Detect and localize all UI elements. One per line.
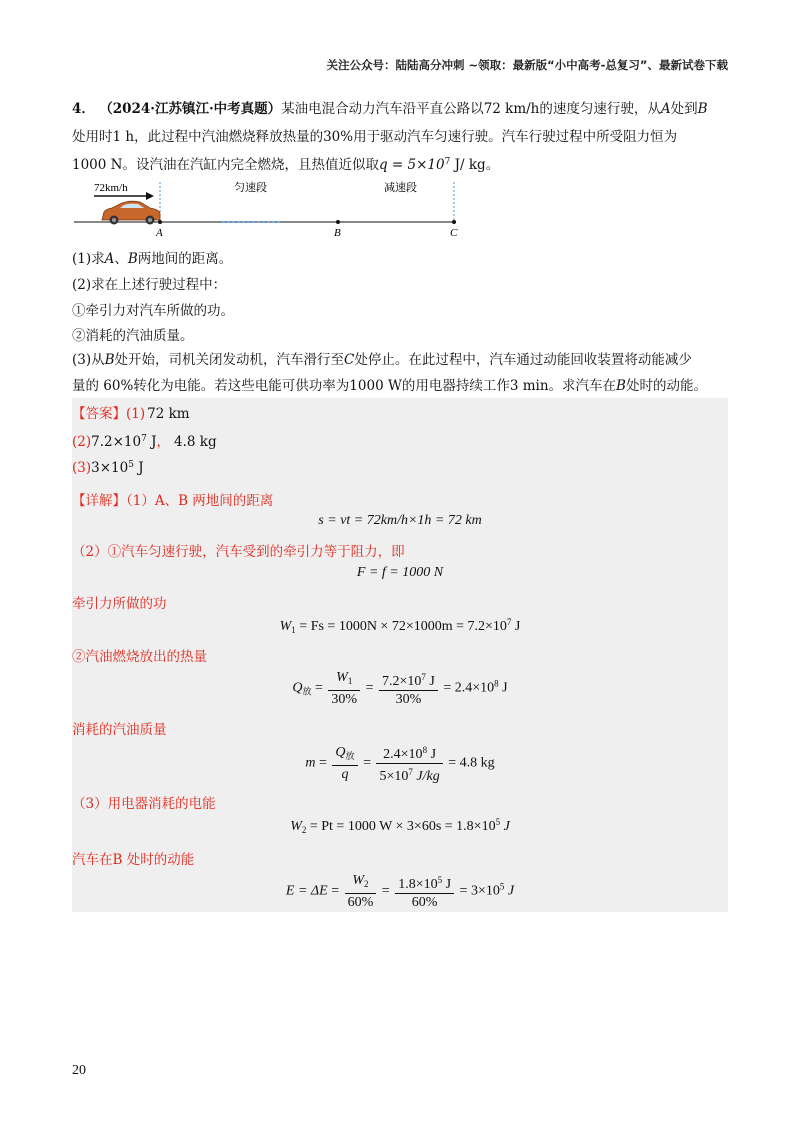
unit: J [146,434,157,450]
equation-5: m = $\frac{Q_放}{q}$ = $\frac{2.4\times 10^8 J}{5\times 10^7 J/kg}$ = 4.8 kg [305,745,495,784]
exponent: 5 [495,817,501,827]
heat-exponent: 7 [444,157,451,167]
car-icon [102,201,160,224]
answer-3: 3×10 [91,460,129,476]
numerator: 2.4×10 [383,747,423,762]
eq-subscript: 放 [302,686,312,697]
point-b: B [616,378,626,394]
question-text: 、 [114,251,128,267]
exponent: 8 [422,745,428,755]
equation-3 [72,617,728,635]
question-text: 处时的动能。 [625,378,707,394]
detail-label: 【详解】 [72,493,126,509]
question-text: 。设汽油在汽缸内完全燃烧，且热值近似取 [122,157,379,173]
unit: J [511,619,521,634]
exponent: 7 [506,617,512,627]
exponent: 5 [437,875,443,885]
eq-subscript: 放 [345,751,355,761]
exponent: 7 [421,672,426,682]
question-text: 处停止。在此过程中，汽车通过动能回收装置将动能减少 [354,352,692,368]
dot-c [452,220,456,224]
answer-2b: 4.8 kg [174,434,217,450]
equation-2: F = f = 1000 N [356,565,444,580]
exponent: 5 [499,881,505,892]
question-text: 的速度匀速行驶，从 [539,101,661,117]
eq-symbol: W [279,619,292,634]
equation-7: E = ΔE = $\frac{W_2}{60\%}$ = $\frac{1.8\times 10^5 J}{60\%}$ = $3\times 10^5$ J [285,873,515,910]
question-line-2 [72,125,677,145]
detail-line-5: 消耗的汽油质量 [72,722,167,738]
denominator: 5×10 [379,769,409,784]
question-text: 某油电混合动力汽车沿平直公路以 [281,101,484,117]
heat-unit: J/ kg [450,157,486,173]
question-source: （2024·江苏镇江·中考真题） [99,101,282,117]
point-b: B [104,352,115,368]
denominator: q [341,767,349,782]
denominator: 30% [331,692,358,707]
numerator: W [336,670,348,685]
result: 3×10 [470,883,500,899]
numerator: 1.8×10 [398,877,438,892]
question-text: 。 [485,157,500,173]
label-b: B [334,227,341,238]
answer-line-3 [72,460,144,476]
detail-line-1 [72,489,273,509]
time-value: 1 h [112,129,135,145]
equation-4: $Q_放$ = $\frac{W_1}{30\%}$ = $\frac{7.2\times 10^7 J}{30\%}$ = $2.4\times 10^8$ J [292,670,508,707]
answer-2a: 7.2×10 [91,434,142,450]
unit: J [427,747,437,762]
question-text: (3)从 [72,352,105,368]
exponent: 7 [141,434,147,444]
equation-1: s = vt = 72km/h×1h = 72 km [318,513,482,528]
part-2: (2)求在上述行驶过程中： [72,277,227,293]
fraction [328,670,360,707]
question-text: 处到 [670,101,698,117]
label-a: A [156,227,163,238]
unit: J [425,674,435,689]
question-number: 4． [72,101,95,117]
dot-a [158,220,162,224]
speed-arrow-head [146,192,154,200]
question-text: (1)求 [72,251,105,267]
part-1 [72,247,232,267]
point-a: A [104,251,115,267]
question-text: 两地间的距离。 [137,251,233,267]
exponent: 5 [128,460,134,470]
diagram-seg1-label: 匀速段 [234,182,267,194]
speed-value: 72 km/h [483,101,540,117]
question-line-1 [72,97,708,117]
question-text: ，此过程中汽油燃烧释放热量的30%用于驱动汽车匀速行驶。汽车行驶过程中所受阻力恒为 [134,129,678,145]
fraction [376,743,442,784]
duration-value: 3 min [509,378,549,394]
answer-line-2 [72,430,217,450]
eq-symbol: E = ΔE [285,883,328,899]
point-b: B [697,101,708,117]
answer-number: (1) [126,406,146,422]
detail-line-7: 汽车在B 处时的动能 [72,852,195,868]
fraction [332,745,357,782]
part-3-line-1 [72,348,692,368]
eq-subscript: 2 [301,825,307,835]
eq-subscript: 1 [291,625,296,635]
dot-b [336,220,340,224]
exponent: 7 [408,767,413,777]
eq-symbol: W [290,819,302,834]
point-a: A [660,101,671,117]
answer-line-1 [72,402,190,422]
unit: J/kg [412,769,440,784]
diagram-seg2-label: 减速段 [384,182,417,194]
eq-subscript: 2 [364,879,369,889]
fraction [379,670,438,707]
question-text: 量的 60%转化为电能。若这些电能可供功率为 [72,378,350,394]
detail-line-4: ②汽油燃烧放出的热量 [72,649,207,665]
answer-1: 72 km [147,406,190,422]
answer-number: (3) [72,460,92,476]
separator: ， [156,434,171,450]
force-value: 1000 N [72,157,123,173]
result: 4.8 kg [459,755,495,771]
part-3-line-2 [72,374,707,394]
result: 2.4×10 [454,680,495,696]
detail-line-2: （2）①汽车匀速行驶，汽车受到的牵引力等于阻力，即 [72,544,405,560]
question-text: 处用时 [72,129,113,145]
unit: J [442,877,452,892]
eq-symbol: Q [292,680,303,696]
point-b: B [127,251,138,267]
eq-subscript: 1 [347,676,353,686]
numerator: 7.2×10 [382,674,422,689]
fraction [345,873,377,910]
denominator: 60% [411,895,438,910]
exponent: 8 [494,678,499,689]
unit: J [133,460,144,476]
point-c: C [344,352,355,368]
diagram-speed-label: 72km/h [94,182,128,194]
denominator: 30% [395,692,422,707]
unit: J [498,680,508,696]
unit: J [500,819,510,834]
heat-value: q = 5×10 [378,157,445,173]
page-number: 20 [72,1063,86,1078]
fraction [395,873,454,910]
numerator: Q [335,745,346,760]
road-diagram [72,178,492,238]
question-line-3 [72,153,499,173]
answer-label: 【答案】 [72,406,126,422]
page-header: 关注公众号：陆陆高分冲刺 ~领取：最新版“小中高考-总复习”、最新试卷下载 [326,58,728,72]
numerator: W [352,873,365,888]
detail-heading: （1）A、B 两地间的距离 [126,493,274,509]
power-value: 1000 W [349,378,402,394]
eq-body: = Pt = 1000 W × 3×60s = 1.8×10 [306,819,496,834]
equation-6 [72,817,728,835]
question-text: 处开始，司机关闭发动机，汽车滑行至 [114,352,345,368]
part-2-2: ②消耗的汽油质量。 [72,328,194,344]
part-2-1: ①牵引力对汽车所做的功。 [72,303,234,319]
question-text: 。求汽车在 [548,378,617,394]
answer-number: (2) [72,434,92,450]
label-c: C [450,227,458,238]
denominator: 60% [347,895,374,910]
question-text: 的用电器持续工作 [401,378,510,394]
unit: J [504,883,515,899]
eq-symbol: m [305,755,316,771]
detail-line-6: （3）用电器消耗的电能 [72,796,216,812]
eq-body: = Fs = 1000N × 72×1000m = 7.2×10 [295,619,507,634]
detail-line-3: 牵引力所做的功 [72,596,167,612]
